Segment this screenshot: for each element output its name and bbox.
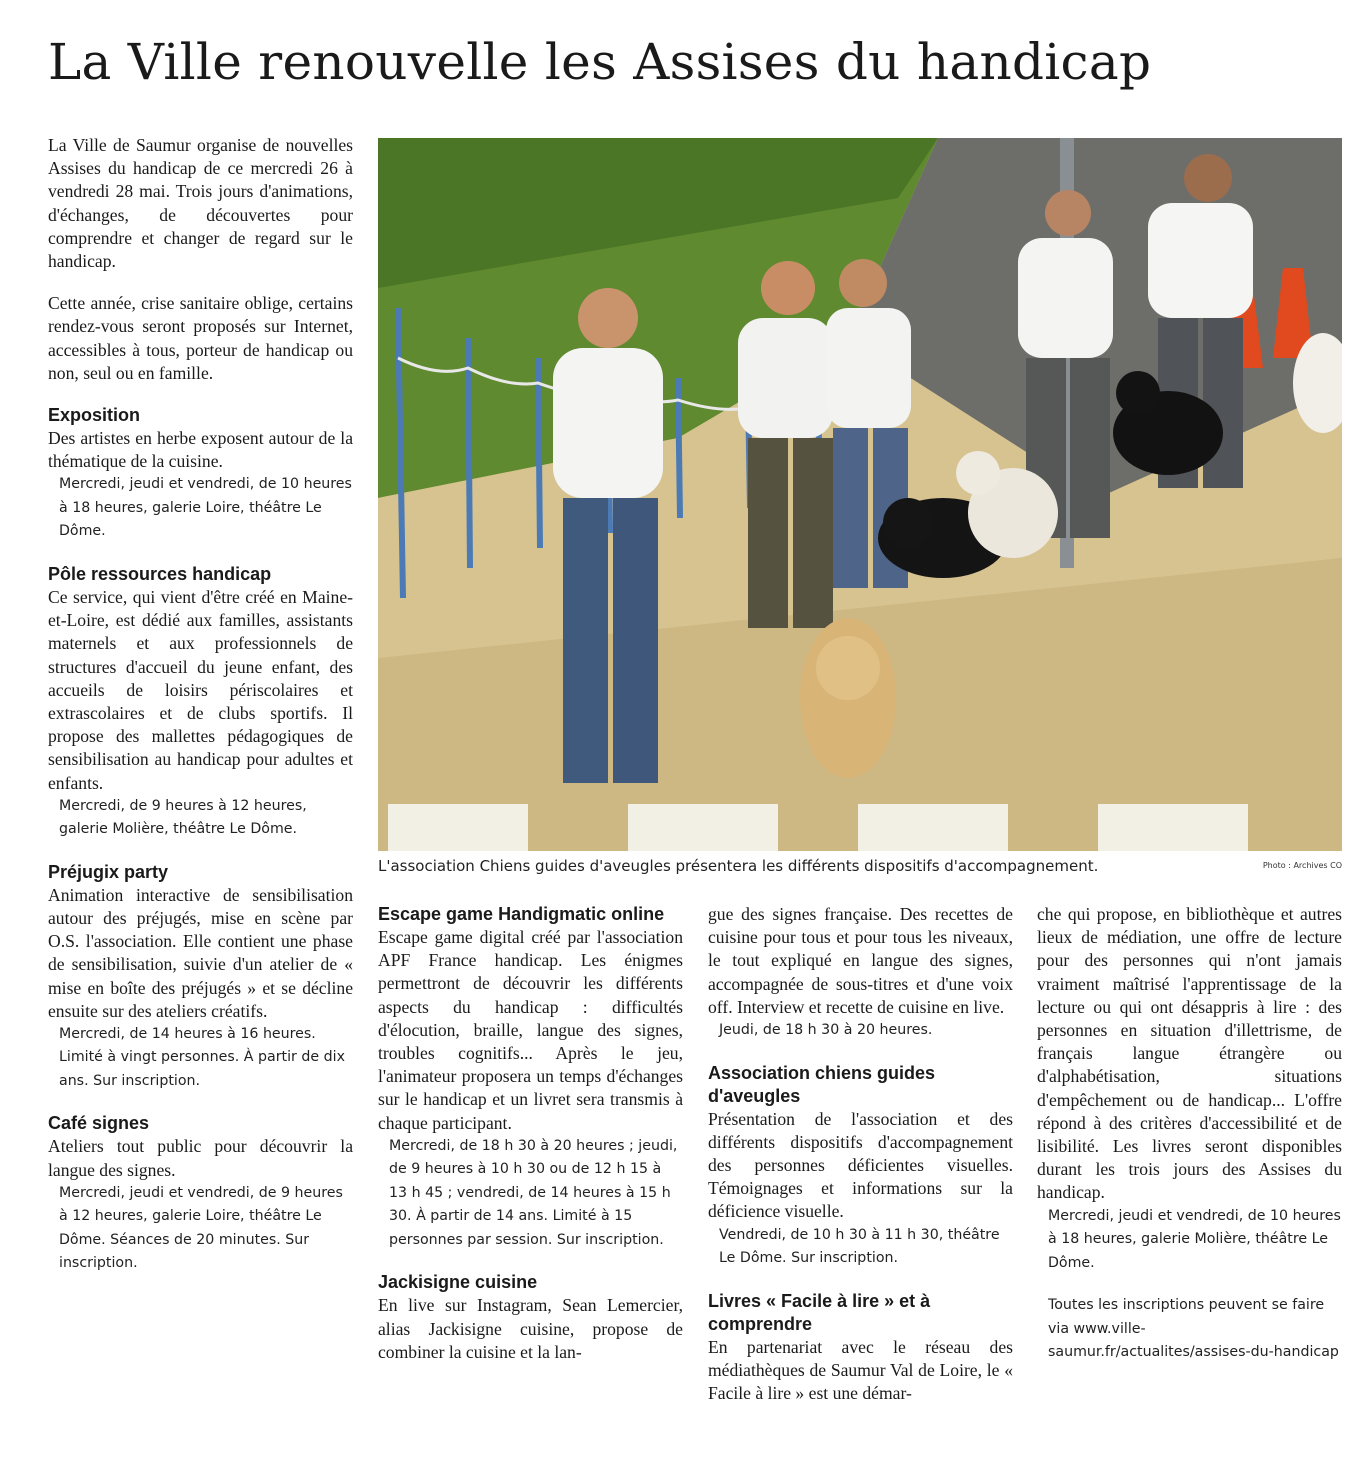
section-title-escape: Escape game Handigmatic online	[378, 904, 665, 924]
column-3	[708, 903, 1013, 1405]
headline: La Ville renouvelle les Assises du handicap	[48, 33, 1152, 91]
section-body-pole: Ce service, qui vient d'être créé en Maine-et-Loire, est dédié aux familles, assistants maternels et aux professionnels de structures d'accueil du jeune enfant, des accueils de loisirs périscolaires et extrascolaires et de clubs sportifs. Il propose des mallettes pédagogiques de sensibilisation au handicap pour adultes et enfants.	[48, 586, 353, 793]
section-body-escape: Escape game digital créé par l'association APF France handicap. Les énigmes permettront de découvrir les différents aspects du handicap : difficultés d'élocution, braille, langue des signes, troubles cognitifs... Après le jeu, l'animateur proposera un temps d'échanges sur le handicap et un livret sera transmis à chaque participant.	[378, 927, 683, 1133]
photo-caption-bar	[378, 853, 1342, 879]
intro-paragraph-2: Cette année, crise sanitaire oblige, certains rendez-vous seront proposés sur Internet, accessibles à tous, porteur de handicap ou non, seul ou en famille.	[48, 293, 353, 383]
column-1	[48, 134, 353, 1276]
section-title-cafe: Café signes	[48, 1113, 150, 1134]
intro-paragraph-1: La Ville de Saumur organise de nouvelles Assises du handicap de ce mercredi 26 à vendredi 28 mai. Trois jours d'animations, d'échanges, de découvertes pour comprendre et changer de regard sur le handicap.	[48, 135, 353, 272]
column-2	[378, 903, 683, 1364]
column-4	[1037, 903, 1342, 1365]
section-info-cafe: Mercredi, jeudi et vendredi, de 9 heures à 12 heures, galerie Loire, théâtre Le Dôme. Séances de 20 minutes. Sur inscription.	[59, 1184, 343, 1272]
section-title-jackisigne: Jackisigne cuisine	[378, 1272, 538, 1293]
section-body-jackisigne-part-1: En live sur Instagram, Sean Lemercier, alias Jackisigne cuisine, propose de combiner la cuisine et la lan-	[378, 1295, 683, 1362]
photo-credit: Photo : Archives CO	[1262, 861, 1342, 870]
section-title-livres: Livres « Facile à lire » et à comprendre	[708, 1290, 931, 1334]
registration-note: Toutes les inscriptions peuvent se faire via www.ville-saumur.fr/actualites/assises-du-handicap	[1048, 1297, 1339, 1361]
section-info-jackisigne: Jeudi, de 18 h 30 à 20 heures.	[719, 1022, 933, 1039]
guide-dogs-photo	[378, 138, 1342, 851]
section-title-exposition: Exposition	[48, 405, 141, 426]
section-body-exposition: Des artistes en herbe exposent autour de la thématique de la cuisine.	[48, 428, 353, 472]
section-body-chiens: Présentation de l'association et des différents dispositifs d'accompagnement des personnes déficientes visuelles. Témoignages et informations sur la déficience visuelle.	[708, 1108, 1013, 1222]
section-body-cafe: Ateliers tout public pour découvrir la langue des signes.	[48, 1136, 353, 1180]
section-title-prejugix: Préjugix party	[48, 861, 169, 882]
section-body-prejugix: Animation interactive de sensibilisation autour des préjugés, mise en scène par O.S. l'association. Elle contient une phase de sensibilisation, suivie d'un atelier de « mise en boîte des préjugés » et se décline ensuite sur des ateliers créatifs.	[48, 884, 353, 1021]
section-body-livres-part-2: che qui propose, en bibliothèque et autres lieux de médiation, une offre de lecture pour des personnes qui n'ont jamais vraiment maîtrisé l'apprentissage de la lecture ou qui ont désappris à lire : des personnes en situation d'illettrisme, de français langue étrangère ou d'alphabétisation, situations d'empêchement ou de handicap... L'offre répond à des critères d'accessibilité et de lisibilité. Les livres seront disponibles durant les trois jours des Assises du handicap.	[1037, 904, 1342, 1203]
section-info-exposition: Mercredi, jeudi et vendredi, de 10 heures à 18 heures, galerie Loire, théâtre Le Dôme.	[59, 476, 352, 540]
photo-caption: L'association Chiens guides d'aveugles présentera les différents dispositifs d'accompagnement.	[378, 857, 1099, 875]
section-info-prejugix: Mercredi, de 14 heures à 16 heures. Limité à vingt personnes. À partir de dix ans. Sur inscription.	[59, 1025, 345, 1089]
section-info-escape: Mercredi, de 18 h 30 à 20 heures ; jeudi, de 9 heures à 10 h 30 ou de 12 h 15 à 13 h 45 ; vendredi, de 14 heures à 15 h 30. À partir de 14 ans. Limité à 15 personnes par session. Sur inscription.	[389, 1137, 678, 1248]
section-title-chiens: Association chiens guides d'aveugles	[708, 1062, 936, 1106]
section-title-pole: Pôle ressources handicap	[48, 563, 272, 584]
section-info-pole: Mercredi, de 9 heures à 12 heures, galerie Molière, théâtre Le Dôme.	[59, 797, 307, 838]
section-info-livres: Mercredi, jeudi et vendredi, de 10 heures à 18 heures, galerie Molière, théâtre Le Dôme.	[1048, 1207, 1341, 1271]
section-body-livres-part-1: En partenariat avec le réseau des médiathèques de Saumur Val de Loire, le « Facile à lire » est une démar-	[708, 1336, 1013, 1403]
section-body-jackisigne-part-2: gue des signes française. Des recettes de cuisine pour tous et pour tous les niveaux, le tout expliqué en langue des signes, accompagnée de sous-titres et d'une voix off. Interview et recette de cuisine en live.	[708, 904, 1013, 1017]
section-info-chiens: Vendredi, de 10 h 30 à 11 h 30, théâtre Le Dôme. Sur inscription.	[719, 1226, 1000, 1267]
